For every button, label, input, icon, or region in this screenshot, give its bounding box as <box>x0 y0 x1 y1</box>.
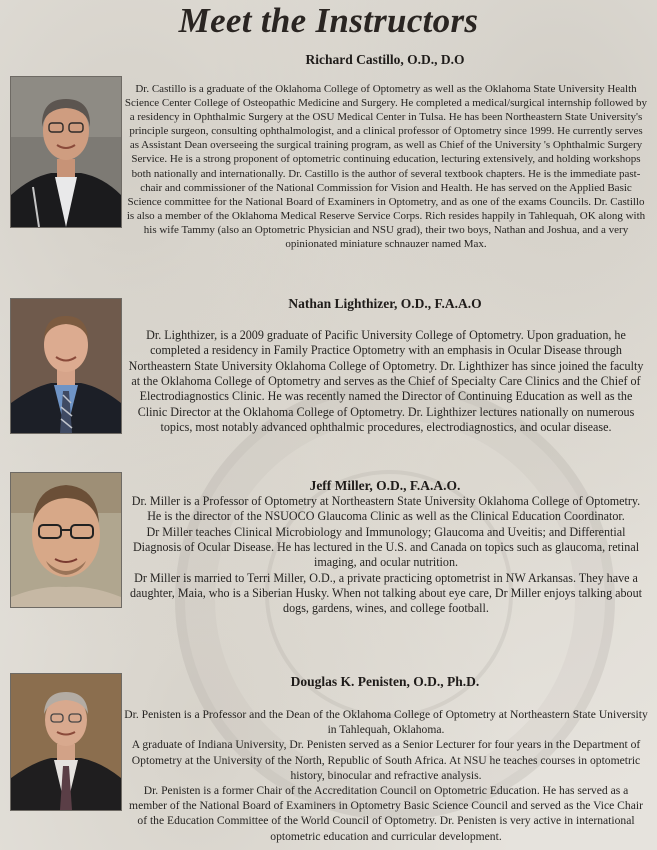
page-title: Meet the Instructors <box>178 1 479 40</box>
instructor-name-penisten: Douglas K. Penisten, O.D., Ph.D. <box>290 674 480 689</box>
bio-paragraph: Dr. Castillo is a graduate of the Oklahoma College of Optometry as well as the Oklahoma State University Health Science Center College of Osteopathic Medicine and Surgery. He completed a medical/surgical internship followed by a residency in Ophthalmic Surgery at the OSU Medical Center in Tulsa. He has been Northeastern State University's principle surgeon, consulting ophthalmologist, and a clinical professor of Optometry since 1999. He currently serves as Assistant Dean overseeing the surgical training program, as well as Chief of the University 's Ophthalmic Surgery Service. He is a strong proponent of optometric continuing education, lecturing extensively, and holding workshops both nationally and internationally. Dr. Castillo is the author of several textbook chapters. He is the immediate past-chair and commissioner of the National Commission for Vision and Health. He has served on the Applied Basic Science committee for the National Board of Examiners in Optometry, and as one of the exams Councils. Dr. Castillo is also a member of the Oklahoma Medical Reserve Service Corps. Rich resides happily in Tahlequah, OK along with his wife Tammy (also an Optometric Physician and NSU grad), their two boys, Nathan and Joshua, and a very opinionated miniature schnauzer named Max. <box>124 83 648 251</box>
instructor-bio-penisten <box>124 707 648 844</box>
instructor-photo-miller <box>10 472 122 608</box>
instructor-photo-lighthizer <box>10 298 122 434</box>
bio-paragraph: A graduate of Indiana University, Dr. Penisten served as a Senior Lecturer for four years in the Department of Optometry at the University of the North, Republic of South Africa. At NSU he teaches courses in optometric history, binocular and refractive analysis. <box>131 738 641 782</box>
instructor-bio-lighthizer <box>125 328 647 435</box>
instructor-photo-penisten <box>10 673 122 811</box>
bio-paragraph: Dr. Miller is a Professor of Optometry at Northeastern State University Oklahoma College of Optometry. He is the director of the NSUOCO Glaucoma Clinic as well as the Clinical Education Coordinator. <box>131 494 641 524</box>
instructor-name-castillo: Richard Castillo, O.D., D.O <box>305 52 465 67</box>
bio-paragraph: Dr Miller teaches Clinical Microbiology and Immunology; Glaucoma and Uveitis; and Differential Diagnosis of Ocular Disease. He has lectured in the U.S. and Canada on topics such as glaucoma, retinal imaging, and ocular nutrition. <box>132 524 640 570</box>
bio-paragraph: Dr. Penisten is a former Chair of the Accreditation Council on Optometric Education. He has served as a member of the National Board of Examiners in Optometry Basic Science Council and served as the Vice Chair of the Education Committee of the World Council of Optometry. Dr. Penisten is very active in international optometric education and curricular development. <box>129 784 643 843</box>
bio-paragraph: Dr. Lighthizer, is a 2009 graduate of Pacific University College of Optometry. Upon graduation, he completed a residency in Family Practice Optometry with an emphasis in Ocular Disease through Northeastern State University Oklahoma College of Optometry. Dr. Lighthizer has since joined the faculty at the Oklahoma College of Optometry and serves as the Chief of Specialty Care Clinics and the Chief of Electrodiagnostics Clinic. He was recently named the Director of Continuing Education as well as the Clinic Director at the Oklahoma College of Optometry. Dr. Lighthizer lectures nationally on numerous topics, most notably advanced ophthalmic procedures, electrodiagnostics, and ocular disease. <box>128 328 644 435</box>
instructor-name-lighthizer: Nathan Lighthizer, O.D., F.A.A.O <box>288 296 482 311</box>
instructor-name-miller: Jeff Miller, O.D., F.A.A.O. <box>309 478 461 493</box>
bio-paragraph: Dr. Penisten is a Professor and the Dean of the Oklahoma College of Optometry at Northeastern State University in Tahlequah, Oklahoma. <box>124 708 648 737</box>
instructor-bio-castillo <box>124 82 648 251</box>
instructor-photo-castillo <box>10 76 122 228</box>
instructor-bio-miller <box>125 494 647 617</box>
bio-paragraph: Dr Miller is married to Terri Miller, O.D., a private practicing optometrist in NW Arkansas. They have a daughter, Maia, who is a Siberian Husky. When not talking about eye care, Dr Miller enjoys talking about dogs, gardens, wines, and college football. <box>129 570 643 616</box>
